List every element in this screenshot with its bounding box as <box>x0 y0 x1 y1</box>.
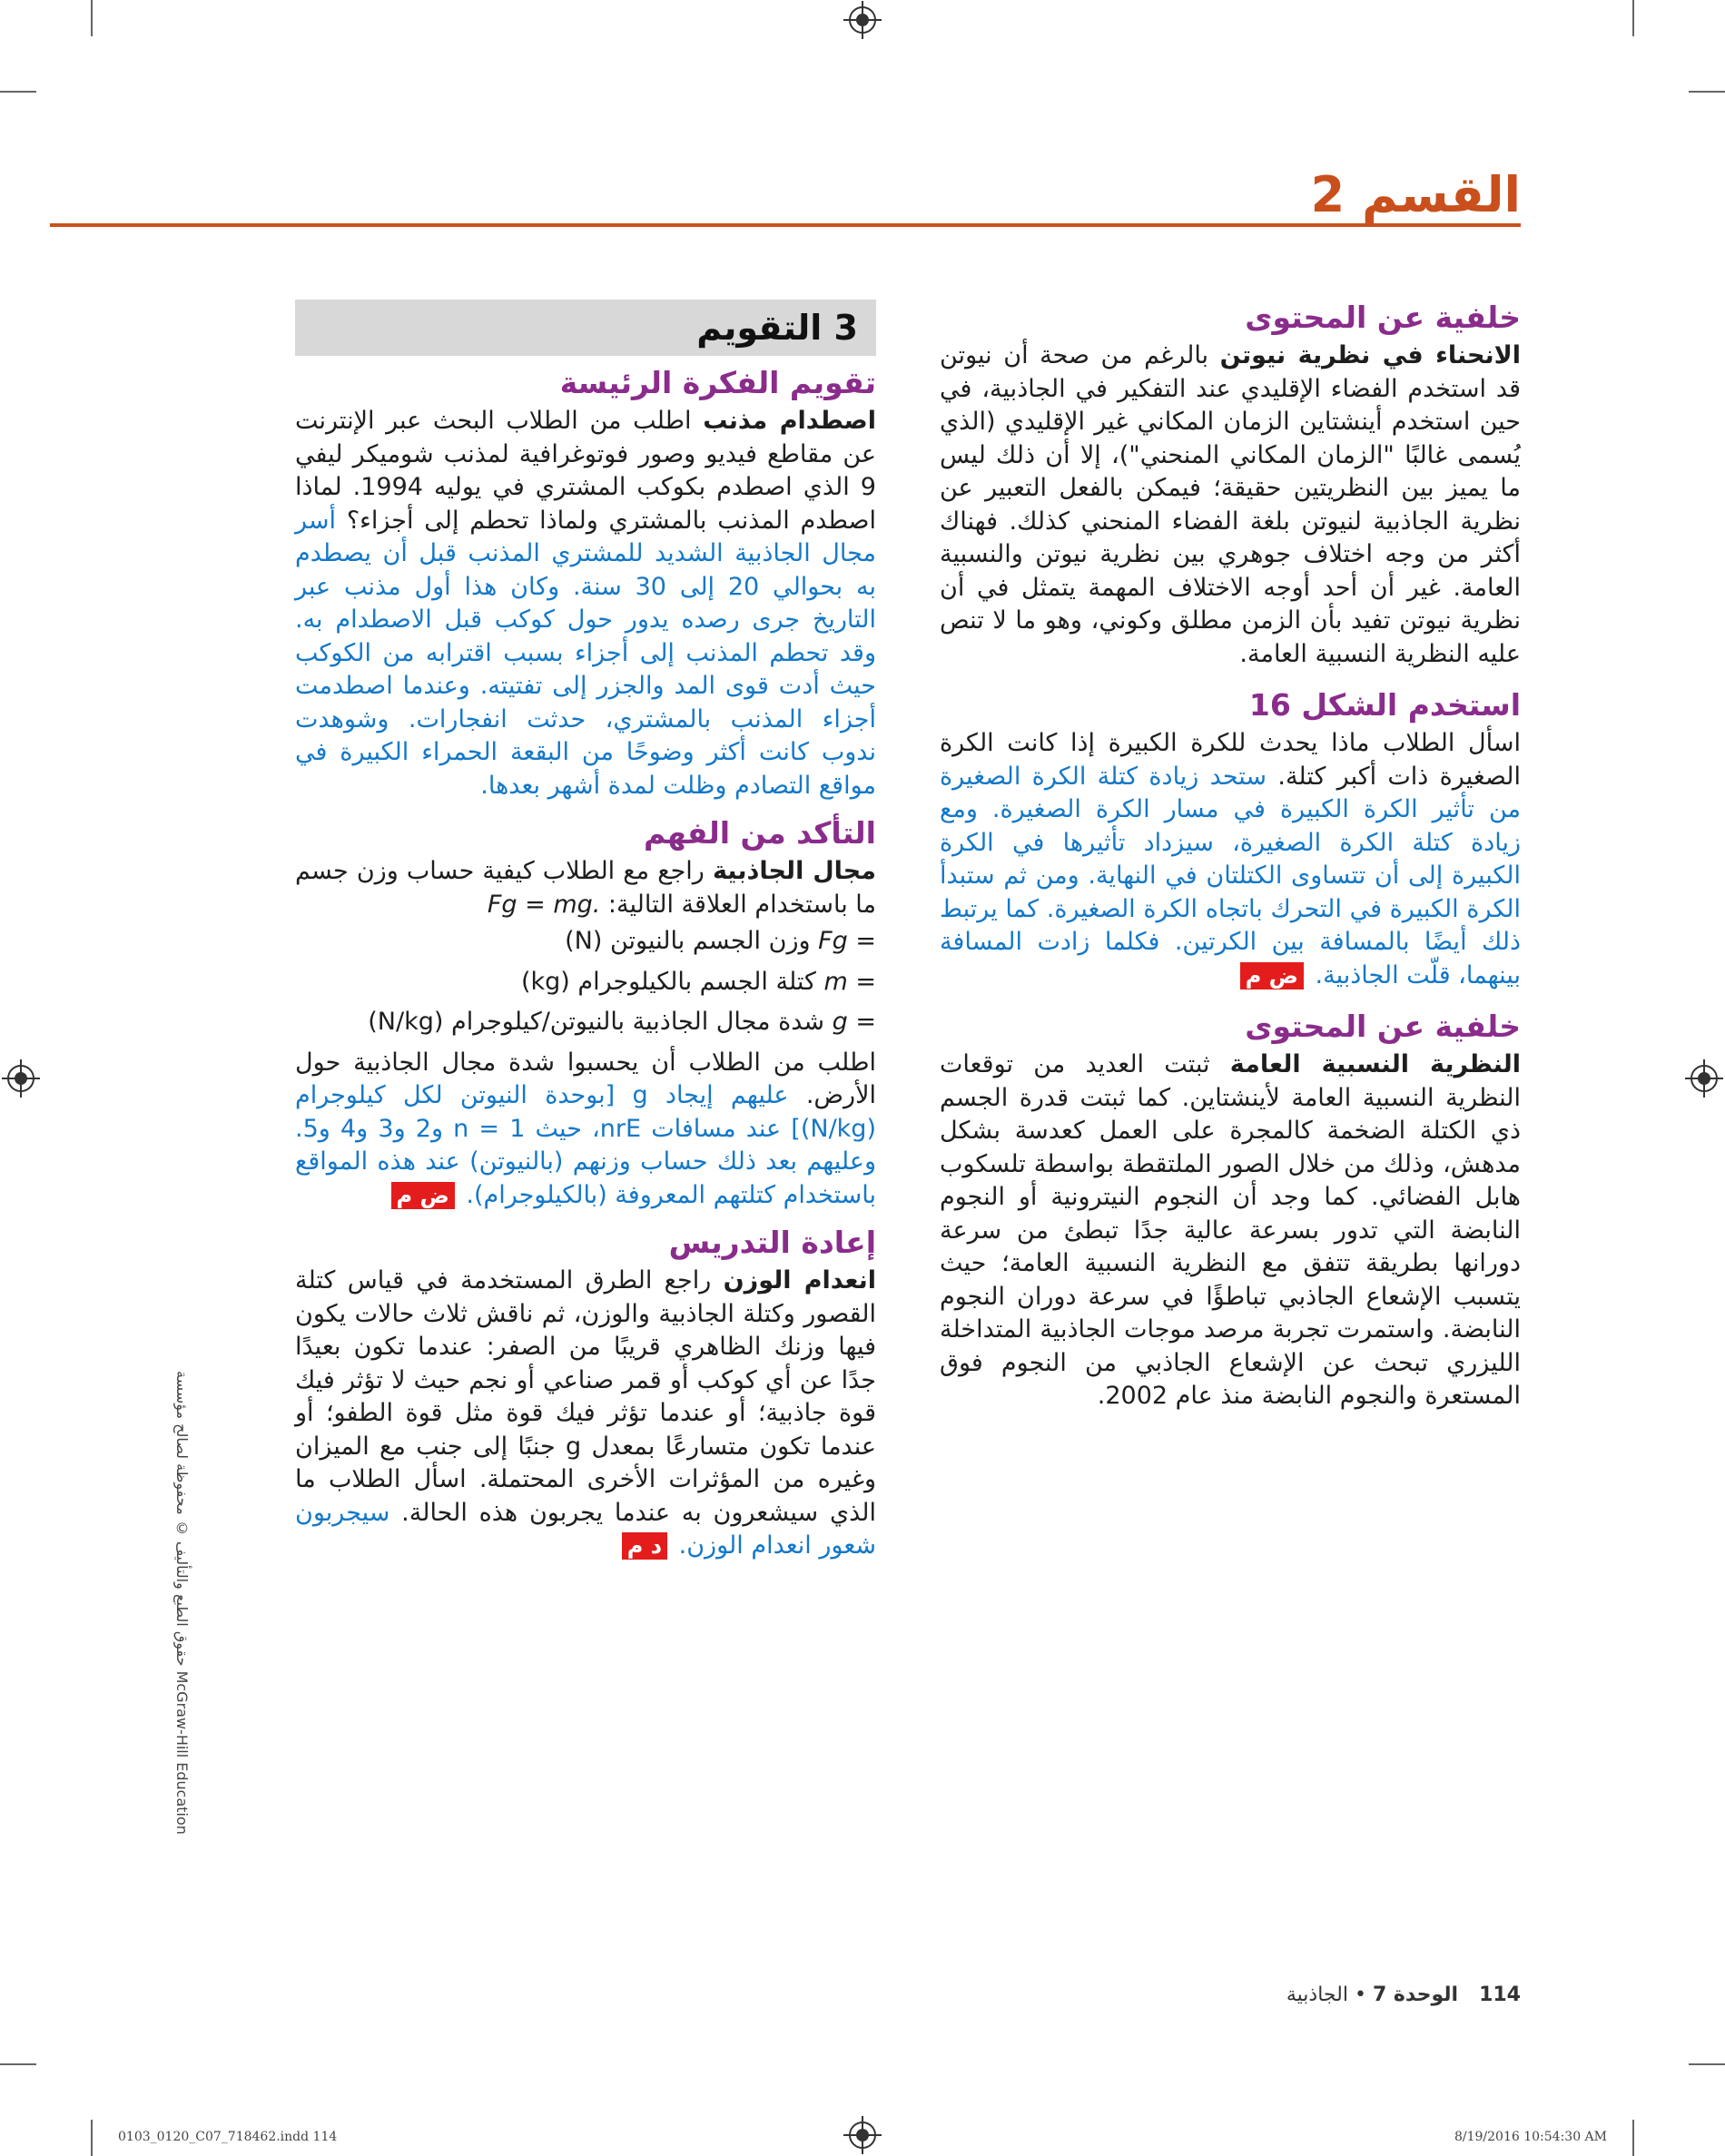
gravity-field-paragraph <box>295 855 876 921</box>
variable-symbol: Fg = <box>818 927 876 955</box>
section-rule <box>50 223 1521 227</box>
crop-mark <box>91 2120 93 2156</box>
right-column <box>940 300 1521 1423</box>
paragraph-lead: اصطدام مذنب <box>703 407 876 435</box>
figure-16-paragraph <box>940 727 1521 992</box>
registration-mark-icon <box>849 2122 876 2149</box>
crop-mark <box>0 2063 36 2065</box>
assessment-box-title: 3 التقويم <box>295 300 876 356</box>
variable-description: وزن الجسم بالنيوتن <box>609 927 811 955</box>
gravity-field-task-paragraph <box>295 1047 876 1213</box>
content-background-heading: خلفية عن المحتوى <box>1245 300 1521 335</box>
assess-main-idea-heading: تقويم الفكرة الرئيسة <box>559 365 876 400</box>
reteach-heading: إعادة التدريس <box>668 1225 876 1260</box>
question-text: اطلب من الطلاب البحث عبر الإنترنت عن مقاطع فيديو وصور فوتوغرافية لمذنب شوميكر ليفي 9 الذي اصطدم بكوكب المشتري في يوليه 1994. لماذا اصطدم المذنب بالمشتري ولماذا تحطم إلى أجزاء؟ <box>295 407 876 535</box>
paragraph-lead: النظرية النسبية العامة <box>1229 1050 1521 1078</box>
general-relativity-paragraph <box>940 1048 1521 1413</box>
crop-mark <box>1632 2120 1634 2156</box>
question-text: راجع الطرق المستخدمة في قياس كتلة القصور وكتلة الجاذبية والوزن، ثم ناقش ثلاث حالات يكون فيها وزنك الظاهري قريبًا من الصفر: عندما تكون بعيدًا جدًا عن أي كوكب أو قمر صناعي أو نجم حيث لا تؤثر فيك قوة جاذبية؛ أو عندما تؤثر فيك قوة مثل قوة الطفو؛ أو عندما تكون متسارعًا بمعدل g جنبًا إلى جنب مع الميزان وغيره من المؤثرات الأخرى المحتملة. اسأل الطلاب ما الذي سيشعرون به عندما يجربون هذه الحالة. <box>295 1266 876 1527</box>
variable-row <box>295 925 876 959</box>
crop-mark <box>1689 2063 1725 2065</box>
paragraph-lead: الانحناء في نظرية نيوتن <box>1219 341 1521 369</box>
paragraph-text: بالرغم من صحة أن نيوتن قد استخدم الفضاء الإقليدي عند التفكير في الجاذبية، في حين استخدم أينشتاين الزمان المكاني غير الإقليدي (الذي يُسمى غالبًا "الزمان المكاني المنحني")، إلا أن ذلك ليس ما يميز بين النظريتين حقيقة؛ فيمكن بالفعل التعبير عن نظرية الجاذبية لنيوتن بلغة الفضاء المنحني كذلك. فهناك أكثر من وجه اختلاف جوهري بين نظرية نيوتن والنسبية العامة. غير أن أحد أوجه الاختلاف المهمة يتمثل في أن نظرية نيوتن تفيد بأن الزمن مطلق وكوني، وهو ما لا تنص عليه النظرية النسبية العامة. <box>940 341 1521 668</box>
variable-symbol: m = <box>823 967 876 996</box>
figure-16-heading: استخدم الشكل 16 <box>1248 687 1521 723</box>
registration-mark-icon <box>7 1065 34 1092</box>
variable-description: كتلة الجسم بالكيلوجرام <box>577 967 816 996</box>
variable-symbol: g = <box>832 1008 876 1036</box>
copyright-credit: حقوق الطبع والتأليف © محفوظة لصالح مؤسسة McGraw-Hill Education <box>173 1371 191 1835</box>
variable-row <box>295 966 876 999</box>
unit-label: الوحدة 7 <box>1372 1984 1459 2006</box>
weightlessness-paragraph <box>295 1265 876 1563</box>
level-badge: ض م <box>391 1182 455 1209</box>
footer-separator: • <box>1354 1984 1366 2006</box>
variable-unit: (kg) <box>520 967 570 996</box>
crop-mark <box>0 91 36 93</box>
paragraph-lead: انعدام الوزن <box>723 1266 876 1295</box>
page-number: 114 <box>1479 1984 1521 2006</box>
answer-text: ستحد زيادة كتلة الكرة الصغيرة من تأثير الكرة الكبيرة في مسار الكرة الصغيرة. ومع زيادة كتلة الكرة الصغيرة، سيزداد تأثيرها في الكرة الكبيرة إلى أن تتساوى الكتلتان في النهاية. ومن ثم ستبدأ الكرة الكبيرة في التحرك باتجاه الكرة الصغيرة. كما يرتبط ذلك أيضًا بالمسافة بين الكرتين. فكلما زادت المسافة بينهما، قلّت الجاذبية. <box>940 762 1521 989</box>
paragraph-text: ثبتت العديد من توقعات النظرية النسبية العامة لأينشتاين. كما ثبتت قدرة الجسم ذي الكتلة الضخمة كالمجرة على العمل كعدسة بشكل مدهش، وذلك من خلال الصور الملتقطة بواسطة تلسكوب هابل الفضائي. كما وجد أن النجوم النيترونية أو النجوم النابضة التي تدور بسرعة عالية جدًا تبطئ من سرعة دورانها بطريقة تتفق مع النظرية النسبية العامة؛ حيث يتسبب الإشعاع الجاذبي تباطؤًا في سرعة دوران النجوم النابضة. واستمرت تجربة مرصد موجات الجاذبية المتداخلة الليزري تبحث عن الإشعاع الجاذبي من النجوم فوق المستعرة والنجوم النابضة منذ عام 2002. <box>940 1050 1521 1410</box>
section-title: القسم 2 <box>1310 166 1521 223</box>
level-badge: د م <box>622 1532 667 1560</box>
variable-description: شدة مجال الجاذبية بالنيوتن/كيلوجرام <box>451 1008 825 1036</box>
answer-text: عليهم إيجاد g [بوحدة النيوتن لكل كيلوجرام (N/kg)] عند مسافات nrE، حيث n = 1 و2 و3 و4 و5. وعليهم بعد ذلك حساب وزنهم (بالنيوتن) عند هذه المواقع باستخدام كتلتهم المعروفة (بالكيلوجرام). <box>295 1081 876 1209</box>
registration-mark-icon <box>849 6 876 34</box>
crop-mark <box>91 0 93 36</box>
question-text: اطلب من الطلاب أن يحسبوا شدة مجال الجاذبية حول الأرض. <box>295 1048 876 1109</box>
paragraph-lead: مجال الجاذبية <box>712 857 876 885</box>
page-footer <box>1286 1984 1521 2006</box>
check-understanding-heading: التأكد من الفهم <box>643 815 876 851</box>
file-slug: 0103_0120_C07_718462.indd 114 <box>118 2130 338 2144</box>
content-background-heading-2: خلفية عن المحتوى <box>1245 1009 1521 1044</box>
left-column <box>295 300 876 1572</box>
chapter-label: الجاذبية <box>1286 1984 1348 2006</box>
registration-mark-icon <box>1690 1065 1718 1092</box>
variable-unit: (N/kg) <box>368 1008 444 1036</box>
timestamp-slug: 8/19/2016 10:54:30 AM <box>1454 2130 1607 2144</box>
answer-text: سيجربون شعور انعدام الوزن. <box>295 1498 876 1560</box>
paragraph-text: راجع مع الطلاب كيفية حساب وزن جسم ما باستخدام العلاقة التالية: <box>295 857 876 919</box>
question-text: اسأل الطلاب ماذا يحدث للكرة الكبيرة إذا كانت الكرة الصغيرة ذات أكبر كتلة. <box>940 729 1522 791</box>
crop-mark <box>1689 91 1725 93</box>
newton-curvature-paragraph <box>940 340 1521 671</box>
variable-row <box>295 1006 876 1039</box>
variable-unit: (N) <box>565 927 603 955</box>
crop-mark <box>1632 0 1634 36</box>
level-badge: ض م <box>1240 962 1304 989</box>
comet-impact-paragraph <box>295 405 876 802</box>
answer-text: أسر مجال الجاذبية الشديد للمشتري المذنب قبل أن يصطدم به بحوالي 20 إلى 30 سنة. وكان هذا أول مذنب عبر التاريخ جرى رصده يدور حول كوكب قبل الاصطدام به. وقد تحطم المذنب إلى أجزاء بسبب اقترابه من الكوكب حيث أدت قوى المد والجزر إلى تفتيته. وعندما اصطدمت أجزاء المذنب بالمشتري، حدثت انفجارات. وشوهدت ندوب كانت أكثر وضوحًا من البقعة الحمراء الكبيرة في مواقع التصادم وظلت لمدة أشهر بعدها. <box>295 506 876 800</box>
weight-formula: Fg = mg. <box>487 890 601 919</box>
